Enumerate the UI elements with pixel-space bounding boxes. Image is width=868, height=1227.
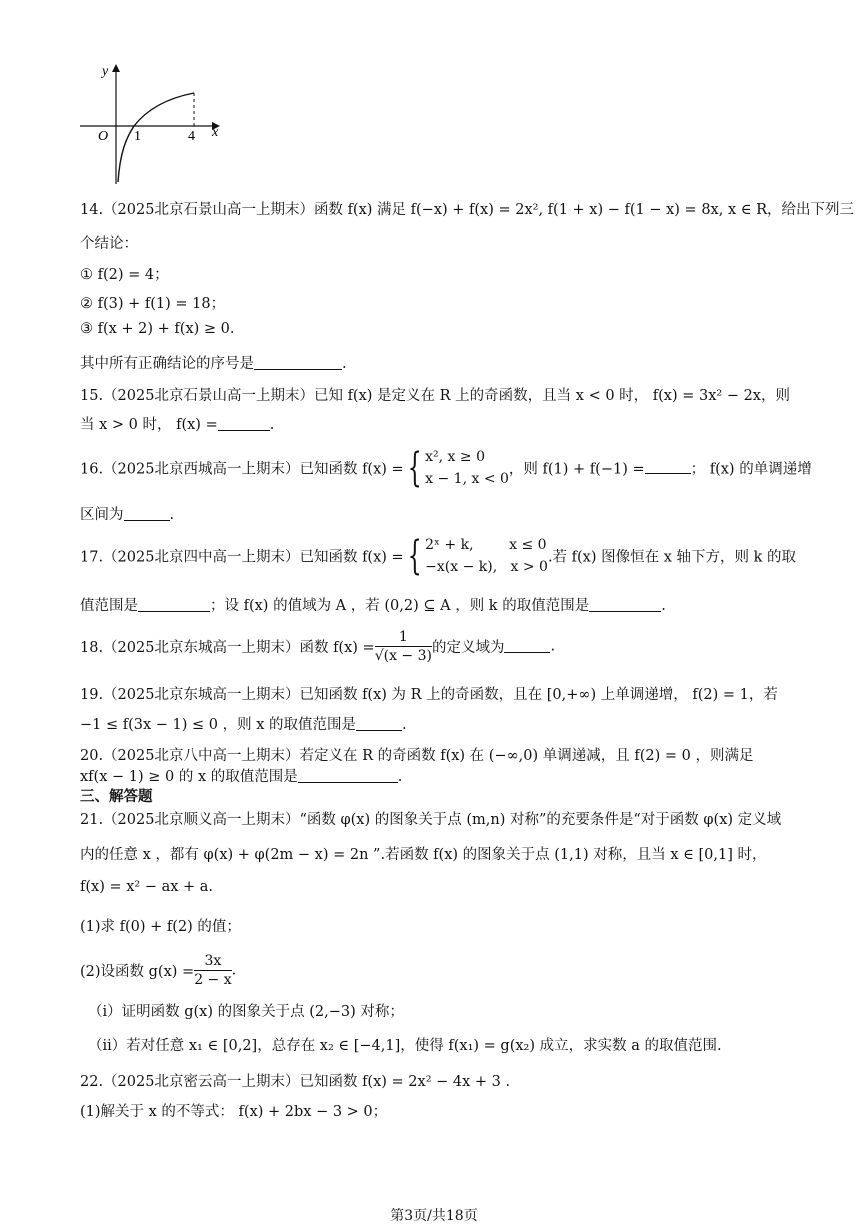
q16-question-text: 区间为 bbox=[80, 507, 124, 523]
q21-stem: 21.（2025北京顺义高一上期末）“函数 φ(x) 的图象关于点 (m,n) 对称”的充要条件是“对于函数 φ(x) 定义域 bbox=[80, 812, 782, 828]
answer-blank bbox=[218, 416, 270, 431]
q17-case-1: 2ˣ + k, x ≤ 0 bbox=[425, 537, 547, 553]
q14-question-text: 其中所有正确结论的序号是 bbox=[80, 356, 254, 372]
answer-blank bbox=[138, 597, 210, 612]
q21-part-2-pre: (2)设函数 g(x) = bbox=[80, 964, 195, 980]
y-label: y bbox=[102, 64, 109, 79]
q19-question bbox=[80, 713, 407, 734]
answer-blank bbox=[504, 638, 550, 653]
q16-case-2: x − 1, x < 0 bbox=[425, 471, 509, 487]
q16-question bbox=[80, 503, 174, 524]
q15-question-text: 当 x > 0 时， f(x) = bbox=[80, 417, 218, 433]
q20-stem: 20.（2025北京八中高一上期末）若定义在 R 的奇函数 f(x) 在 (−∞,0) 单调递减，且 f(2) = 0 ，则满足 bbox=[80, 748, 754, 764]
numerator: 3x bbox=[194, 952, 231, 971]
q16-post2: ； f(x) 的单调递增 bbox=[690, 461, 812, 478]
q17-question-text-1: 值范围是 bbox=[80, 598, 138, 614]
tick-4-label: 4 bbox=[188, 129, 195, 144]
q20-question bbox=[80, 765, 402, 786]
q18-fraction bbox=[375, 628, 432, 665]
q15-question bbox=[80, 413, 274, 434]
curve bbox=[118, 93, 194, 182]
q21-subpart-i: （i）证明函数 g(x) 的图象关于点 (2,−3) 对称； bbox=[88, 1004, 404, 1020]
answer-blank bbox=[254, 355, 342, 370]
q21-part-2 bbox=[80, 952, 236, 989]
q17-question-text-2: ；设 f(x) 的值域为 A ，若 (0,2) ⊆ A ，则 k 的取值范围是 bbox=[210, 598, 590, 614]
denominator: √(x − 3) bbox=[374, 648, 432, 664]
q15-end: . bbox=[269, 417, 275, 433]
q17-cases bbox=[425, 534, 548, 578]
answer-blank bbox=[298, 768, 398, 783]
q21-stem-cont: 内的任意 x ，都有 φ(x) + φ(2m − x) = 2n ”.若函数 f(x) 的图象关于点 (1,1) 对称，且当 x ∈ [0,1] 时， bbox=[80, 847, 767, 863]
q21-condition: f(x) = x² − ax + a. bbox=[80, 879, 214, 895]
q17-question bbox=[80, 594, 666, 615]
q21-subpart-ii: （ii）若对任意 x₁ ∈ [0,2]，总存在 x₂ ∈ [−4,1]，使得 f(x₁) = g(x₂) 成立，求实数 a 的取值范围. bbox=[88, 1038, 722, 1054]
q16-cases bbox=[425, 446, 509, 490]
function-graph bbox=[78, 58, 228, 188]
answer-blank bbox=[645, 459, 691, 474]
q22-stem: 22.（2025北京密云高一上期末）已知函数 f(x) = 2x² − 4x + 3 . bbox=[80, 1074, 511, 1090]
numerator: 1 bbox=[375, 628, 432, 647]
brace: { bbox=[407, 533, 422, 579]
q14-stem: 14.（2025北京石景山高一上期末）函数 f(x) 满足 f(−x) + f(x) = 2x², f(1 + x) − f(1 − x) = 8x, x ∈ R，给出下列三 bbox=[80, 202, 854, 218]
x-label: x bbox=[212, 125, 219, 140]
q15-stem: 15.（2025北京石景山高一上期末）已知 f(x) 是定义在 R 上的奇函数，且当 x < 0 时， f(x) = 3x² − 2x，则 bbox=[80, 388, 790, 404]
answer-blank bbox=[589, 597, 661, 612]
q16-pre: 16.（2025北京西城高一上期末）已知函数 f(x) = bbox=[80, 461, 404, 478]
origin-label: O bbox=[98, 129, 109, 144]
q18-pre: 18.（2025北京东城高一上期末）函数 f(x) = bbox=[80, 640, 375, 656]
q18-end: . bbox=[550, 638, 556, 655]
q14-conclusion-1: ① f(2) = 4； bbox=[80, 267, 169, 283]
denominator: 2 − x bbox=[194, 972, 232, 988]
q16-stem bbox=[80, 446, 812, 490]
q17-pre: 17.（2025北京四中高一上期末）已知函数 f(x) = bbox=[80, 549, 404, 566]
q19-end: . bbox=[402, 717, 407, 733]
q16-case-1: x², x ≥ 0 bbox=[425, 449, 485, 465]
answer-blank bbox=[356, 716, 402, 731]
q18-post: 的定义域为 bbox=[431, 640, 505, 656]
q14-question: 其中所有正确结论的序号是 . bbox=[80, 356, 347, 372]
q14-conclusion-2: ② f(3) + f(1) = 18； bbox=[80, 296, 226, 312]
q22-part-1: (1)解关于 x 的不等式： f(x) + 2bx − 3 > 0； bbox=[80, 1104, 388, 1120]
answer-blank bbox=[124, 506, 170, 521]
page-number: 第3页/共18页 bbox=[390, 1208, 478, 1224]
q21-part-2-post: . bbox=[231, 962, 237, 979]
q17-stem bbox=[80, 534, 796, 578]
q18-stem bbox=[80, 628, 555, 665]
q20-question-text: xf(x − 1) ≥ 0 的 x 的取值范围是 bbox=[80, 769, 298, 785]
section-heading: 三、解答题 bbox=[80, 788, 153, 805]
q19-question-text: −1 ≤ f(3x − 1) ≤ 0 ，则 x 的取值范围是 bbox=[80, 717, 357, 733]
q16-end: . bbox=[169, 507, 175, 523]
q17-end: . bbox=[661, 598, 666, 614]
q17-case-2: −x(x − k), x > 0 bbox=[425, 559, 548, 575]
q20-end: . bbox=[397, 769, 403, 785]
brace: { bbox=[407, 445, 422, 491]
tick-1-label: 1 bbox=[134, 129, 141, 144]
q14-stem-cont: 个结论： bbox=[80, 236, 138, 252]
q19-stem: 19.（2025北京东城高一上期末）已知函数 f(x) 为 R 上的奇函数，且在 [0,+∞) 上单调递增， f(2) = 1，若 bbox=[80, 687, 778, 703]
q17-post: .若 f(x) 图像恒在 x 轴下方，则 k 的取 bbox=[547, 549, 797, 566]
q21-fraction bbox=[194, 952, 231, 989]
q14-conclusion-3: ③ f(x + 2) + f(x) ≥ 0. bbox=[80, 321, 235, 337]
y-axis-arrow bbox=[112, 64, 120, 72]
q21-part-1: (1)求 f(0) + f(2) 的值； bbox=[80, 919, 241, 935]
q16-post: ，则 f(1) + f(−1) = bbox=[508, 461, 645, 478]
